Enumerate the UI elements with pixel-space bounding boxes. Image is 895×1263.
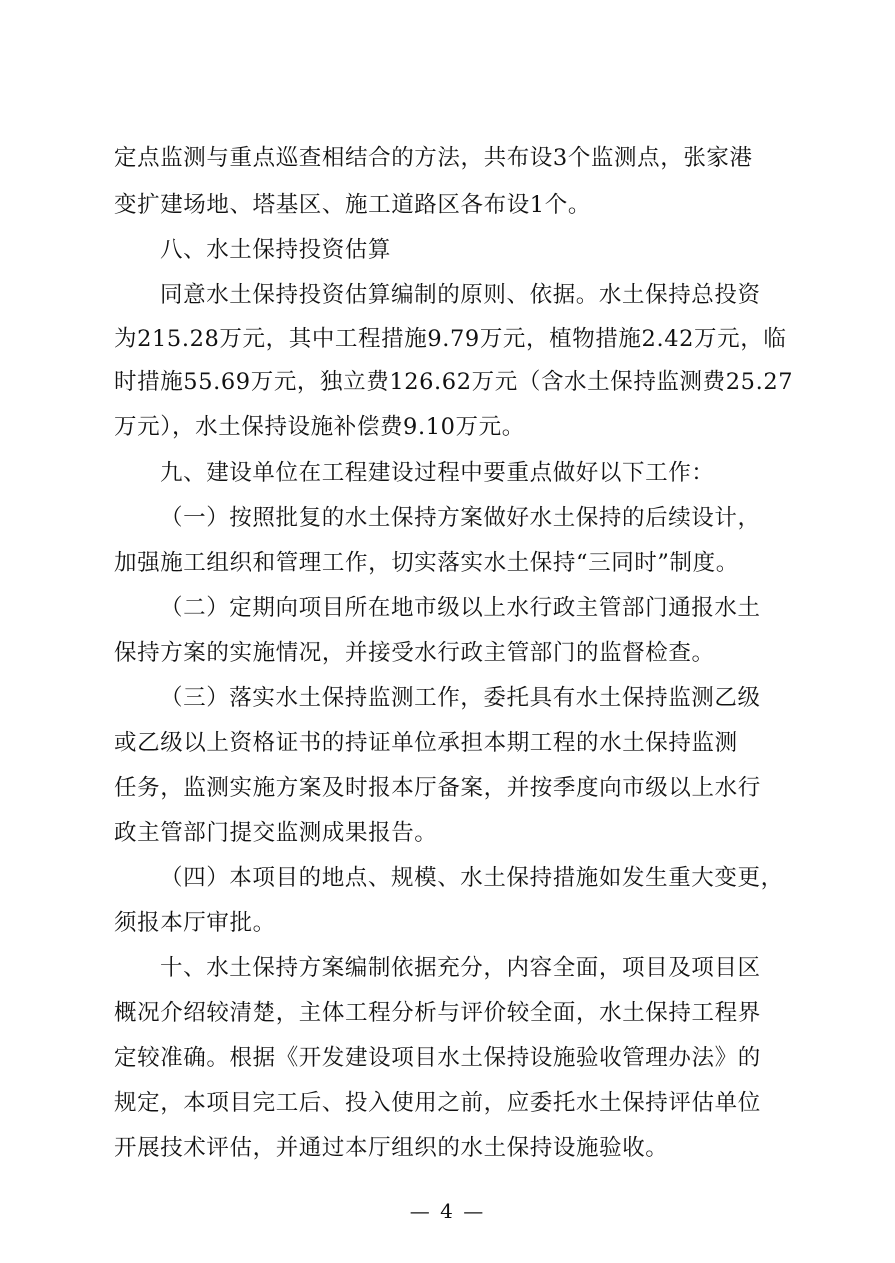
text-line: 规定，本项目完工后、投入使用之前，应委托水土保持评估单位 [114, 1090, 761, 1116]
text-line: 时措施55.69万元，独立费126.62万元（含水土保持监测费25.27 [114, 369, 794, 395]
text-line: 政主管部门提交监测成果报告。 [114, 820, 438, 846]
text-line: 保持方案的实施情况，并接受水行政主管部门的监督检查。 [114, 640, 715, 666]
text-line: 变扩建场地、塔基区、施工道路区各布设1个。 [114, 192, 591, 218]
text-line: （四）本项目的地点、规模、水土保持措施如发生重大变更， [160, 865, 784, 891]
section-heading: 九、建设单位在工程建设过程中要重点做好以下工作： [160, 460, 715, 486]
text-line: 同意水土保持投资估算编制的原则、依据。水土保持总投资 [160, 282, 761, 308]
text-line: 定点监测与重点巡查相结合的方法，共布设3个监测点，张家港 [114, 145, 753, 171]
text-line: （三）落实水土保持监测工作，委托具有水土保持监测乙级 [160, 685, 761, 711]
text-line: 开展技术评估，并通过本厅组织的水土保持设施验收。 [114, 1135, 669, 1161]
text-line: 定较准确。根据《开发建设项目水土保持设施验收管理办法》的 [114, 1045, 761, 1071]
text-line: 为215.28万元，其中工程措施9.79万元，植物措施2.42万元，临 [114, 326, 787, 352]
section-heading: 八、水土保持投资估算 [160, 237, 392, 263]
section-heading: 十、水土保持方案编制依据充分，内容全面，项目及项目区 [160, 955, 761, 981]
text-line: 概况介绍较清楚，主体工程分析与评价较全面，水土保持工程界 [114, 1000, 761, 1026]
text-line: 或乙级以上资格证书的持证单位承担本期工程的水土保持监测 [114, 730, 738, 756]
text-line: 任务，监测实施方案及时报本厅备案，并按季度向市级以上水行 [114, 775, 761, 801]
page-number: — 4 — [409, 1199, 486, 1223]
text-line: 须报本厅审批。 [114, 910, 276, 936]
text-line: （一）按照批复的水土保持方案做好水土保持的后续设计， [160, 505, 761, 531]
text-line: 万元），水土保持设施补偿费9.10万元。 [114, 414, 525, 440]
text-line: （二）定期向项目所在地市级以上水行政主管部门通报水土 [160, 595, 761, 621]
text-line: 加强施工组织和管理工作，切实落实水土保持“三同时”制度。 [114, 550, 739, 576]
